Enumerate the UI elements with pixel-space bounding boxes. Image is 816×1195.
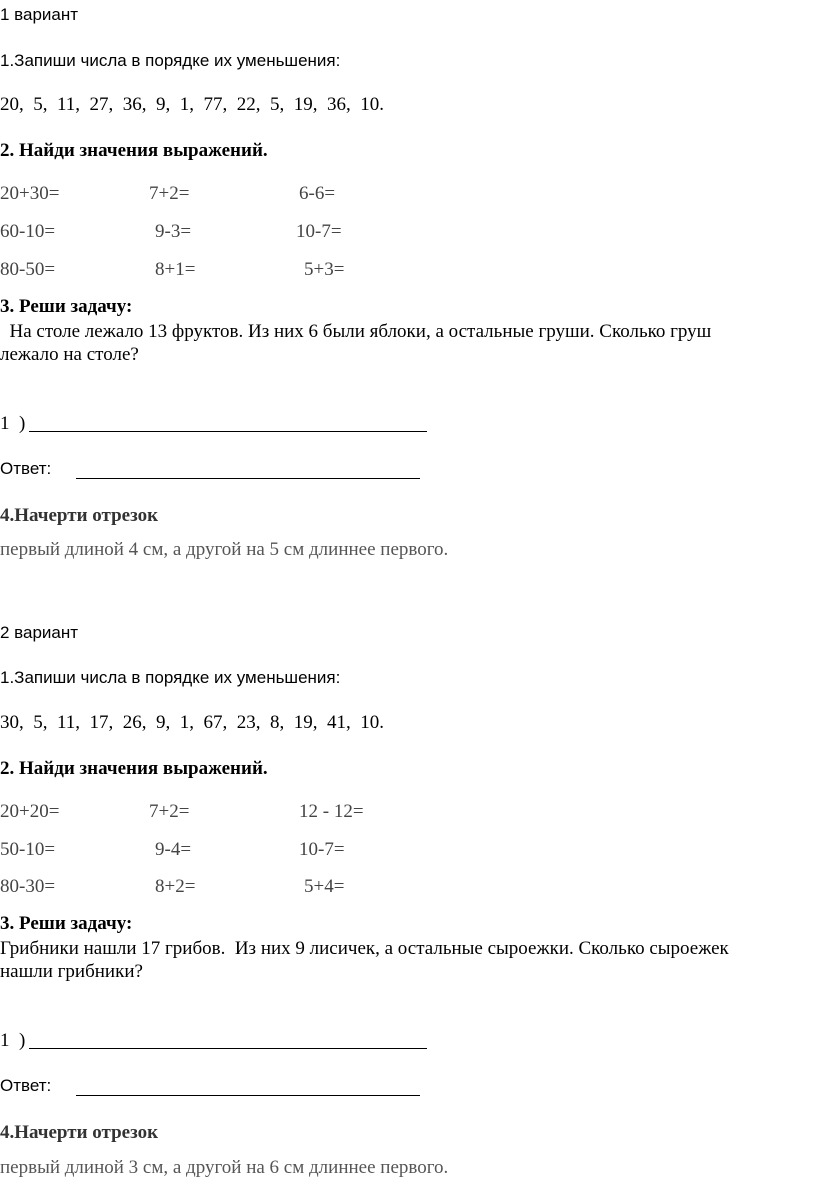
problem-text-line2: нашли грибники? <box>0 961 143 982</box>
numbers-sequence: 30, 5, 11, 17, 26, 9, 1, 67, 23, 8, 19, 41, 10. <box>0 712 385 733</box>
answer-label: Ответ: <box>0 459 52 478</box>
numbers-sequence: 20, 5, 11, 27, 36, 9, 1, 77, 22, 5, 19, 36, 10. <box>0 94 385 115</box>
expression: 8+1= <box>155 259 196 280</box>
expression: 50-10= <box>0 839 56 860</box>
expression: 5+4= <box>304 876 345 897</box>
task2-heading: 2. Найди значения выражений. <box>0 140 268 161</box>
task4-text: первый длиной 3 см, а другой на 6 см длиннее первого. <box>0 1157 449 1178</box>
expression: 20+20= <box>0 801 60 822</box>
task3-heading: 3. Реши задачу: <box>0 913 133 934</box>
expression: 12 - 12= <box>299 801 364 822</box>
task4-text: первый длиной 4 см, а другой на 5 см длиннее первого. <box>0 539 449 560</box>
solution-step-label: 1 ) <box>0 1030 26 1051</box>
expression: 60-10= <box>0 221 56 242</box>
expression: 10-7= <box>296 221 342 242</box>
problem-text-line1: Грибники нашли 17 грибов. Из них 9 лисичек, а остальные сыроежки. Сколько сыроежек <box>0 938 729 959</box>
task4-heading: 4.Начерти отрезок <box>0 505 159 526</box>
variant-title: 2 вариант <box>0 623 79 642</box>
expression: 80-50= <box>0 259 56 280</box>
task4-heading: 4.Начерти отрезок <box>0 1122 159 1143</box>
expression: 6-6= <box>299 183 336 204</box>
solution-line[interactable] <box>29 431 427 432</box>
answer-label: Ответ: <box>0 1076 52 1095</box>
expression: 7+2= <box>149 183 190 204</box>
solution-line[interactable] <box>29 1048 427 1049</box>
expression: 20+30= <box>0 183 60 204</box>
expression: 8+2= <box>155 876 196 897</box>
expression: 10-7= <box>299 839 345 860</box>
expression: 9-3= <box>155 221 192 242</box>
task1-heading: 1.Запиши числа в порядке их уменьшения: <box>0 51 341 70</box>
answer-line[interactable] <box>76 1095 420 1096</box>
variant-title: 1 вариант <box>0 5 79 24</box>
expression: 9-4= <box>155 839 192 860</box>
expression: 7+2= <box>149 801 190 822</box>
task3-heading: 3. Реши задачу: <box>0 296 133 317</box>
expression: 80-30= <box>0 876 56 897</box>
task1-heading: 1.Запиши числа в порядке их уменьшения: <box>0 668 341 687</box>
expression: 5+3= <box>304 259 345 280</box>
problem-text-line2: лежало на столе? <box>0 344 139 365</box>
solution-step-label: 1 ) <box>0 413 26 434</box>
problem-text-line1: На столе лежало 13 фруктов. Из них 6 были яблоки, а остальные груши. Сколько груш <box>0 321 712 342</box>
answer-line[interactable] <box>76 478 420 479</box>
task2-heading: 2. Найди значения выражений. <box>0 758 268 779</box>
